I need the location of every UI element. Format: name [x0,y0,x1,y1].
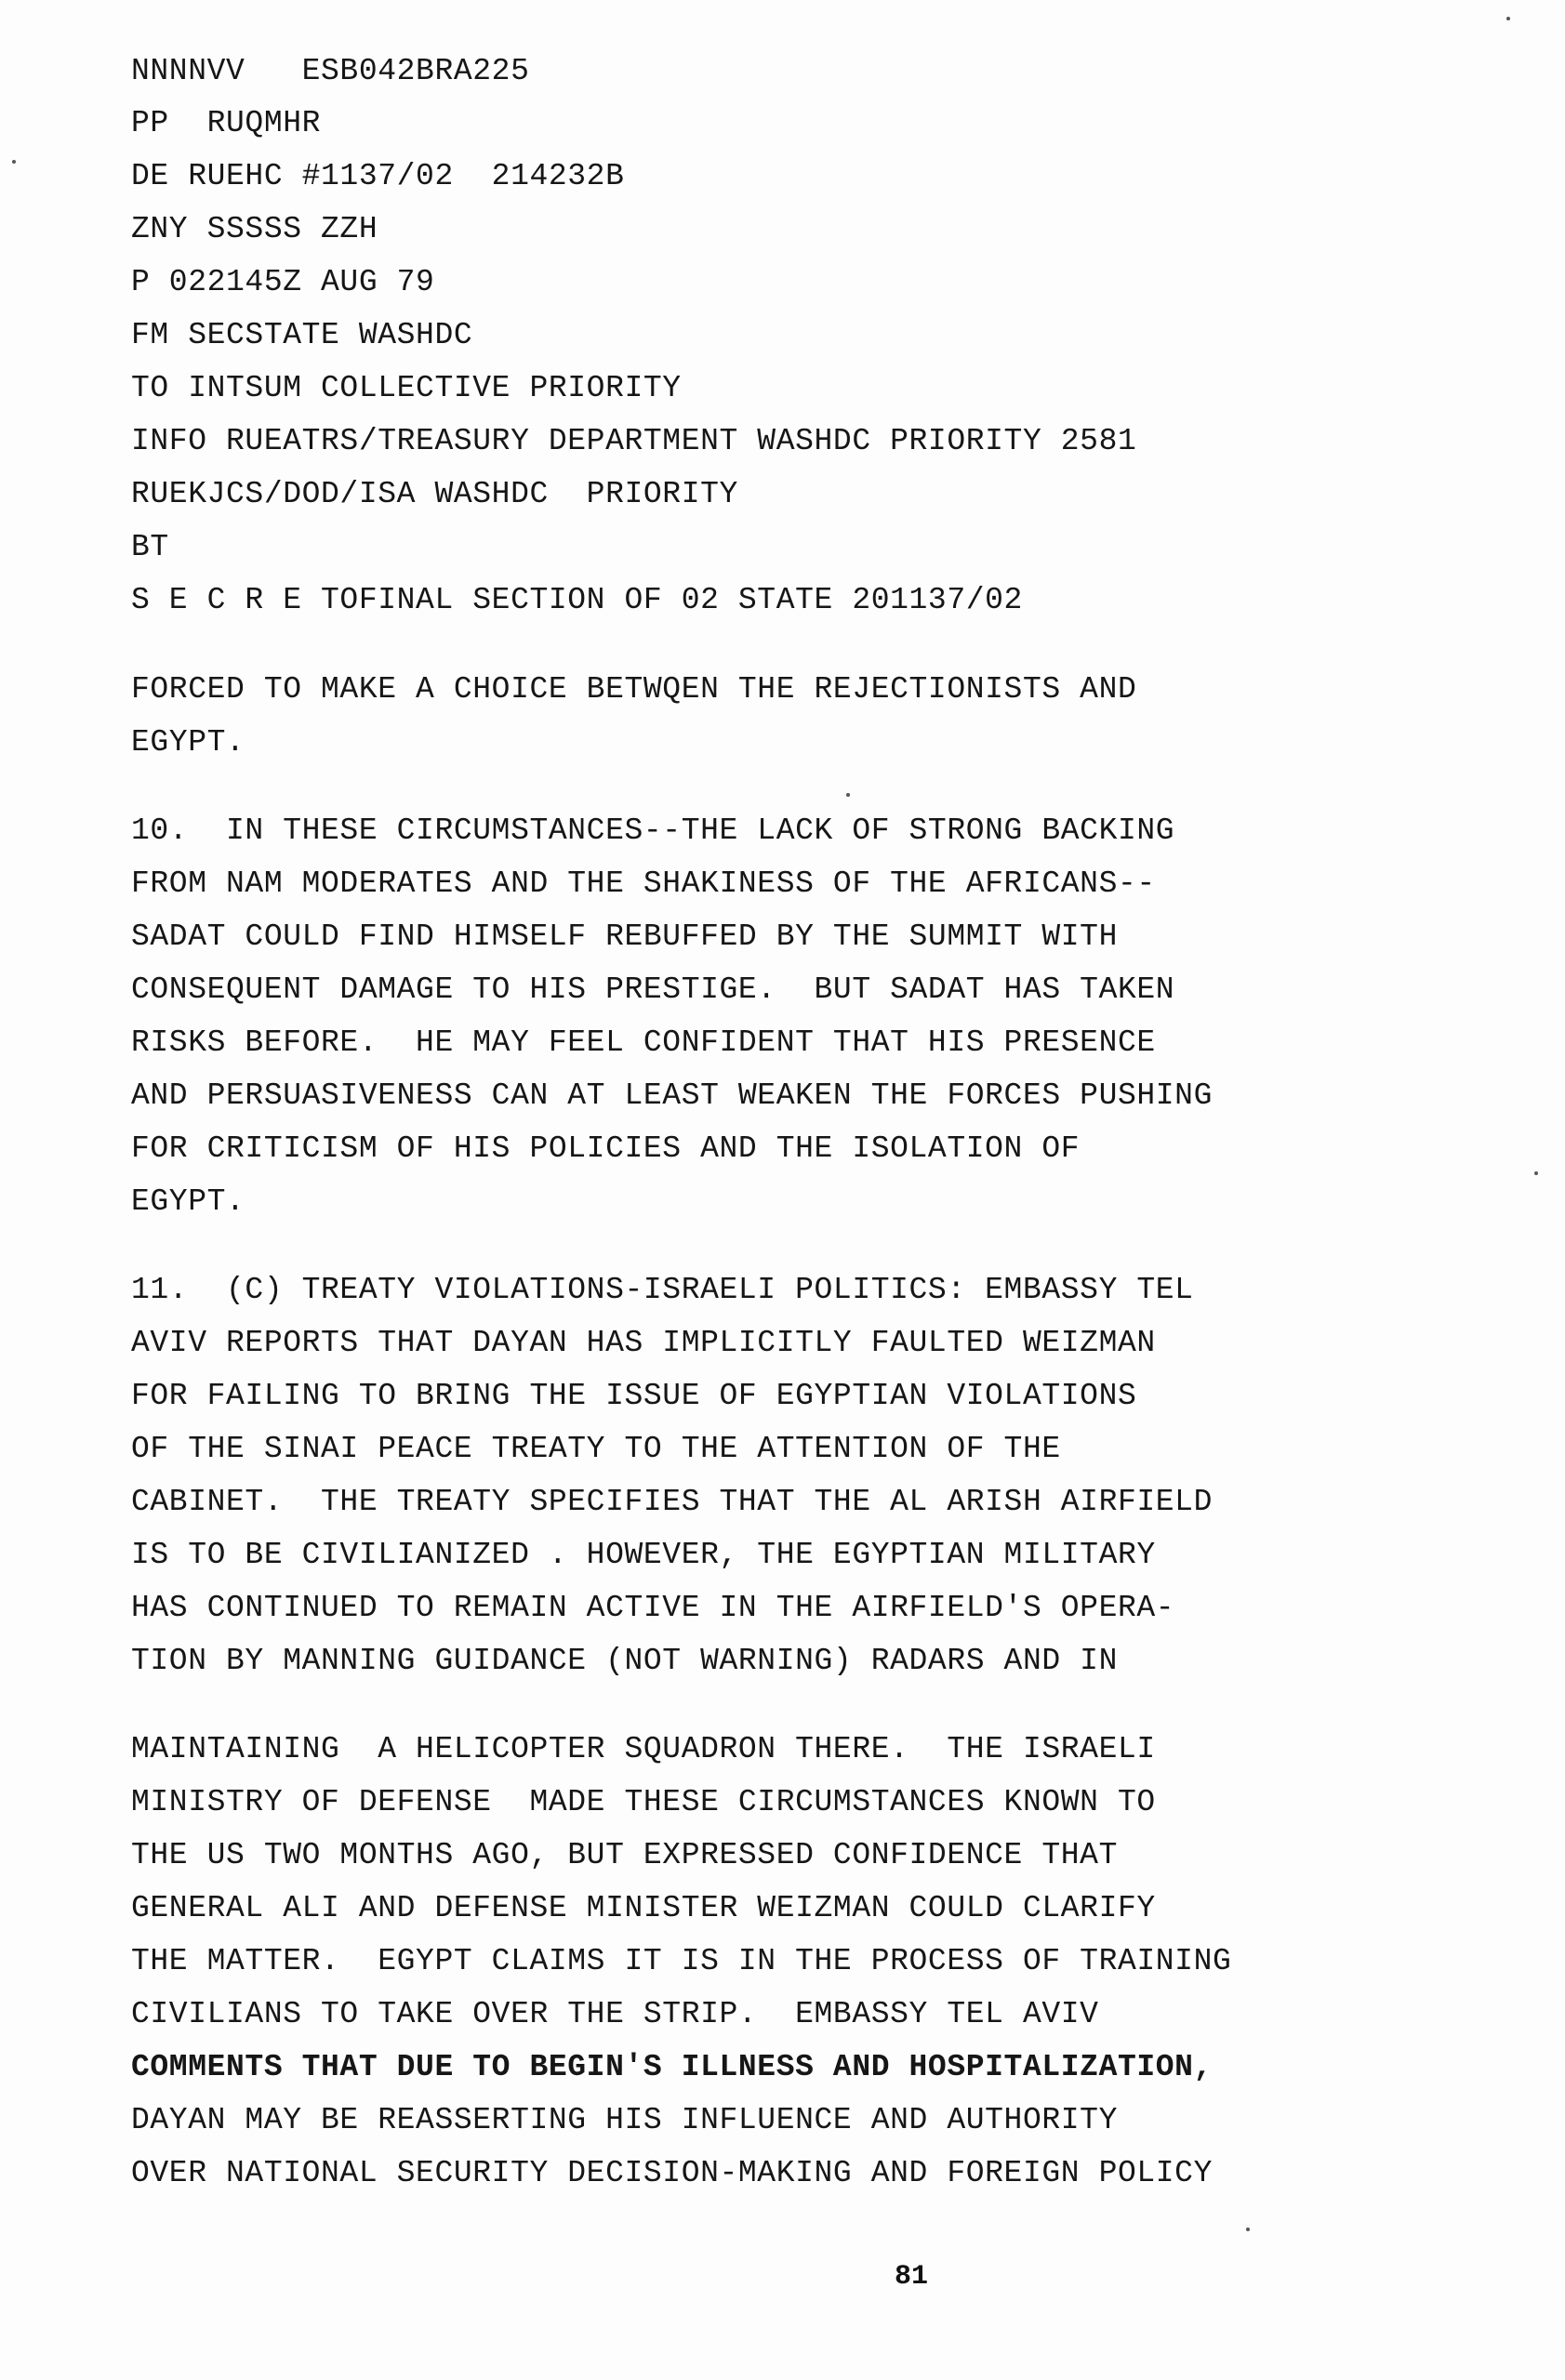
body-line: COMMENTS THAT DUE TO BEGIN'S ILLNESS AND HOSPITALIZATION, [131,2050,1213,2084]
body-line: EGYPT. [131,725,245,760]
body-line: SADAT COULD FIND HIMSELF REBUFFED BY THE SUMMIT WITH [131,919,1118,954]
header-line: NNNNVV ESB042BRA225 [131,54,530,88]
body-line: 11. (C) TREATY VIOLATIONS-ISRAELI POLITICS: EMBASSY TEL [131,1273,1194,1307]
body-line: AVIV REPORTS THAT DAYAN HAS IMPLICITLY FAULTED WEIZMAN [131,1326,1156,1360]
body-line: DAYAN MAY BE REASSERTING HIS INFLUENCE AND AUTHORITY [131,2103,1118,2137]
body-line: AND PERSUASIVENESS CAN AT LEAST WEAKEN THE FORCES PUSHING [131,1078,1213,1113]
body-line: THE MATTER. EGYPT CLAIMS IT IS IN THE PROCESS OF TRAINING [131,1944,1232,1978]
scan-speck [1506,17,1510,20]
body-line: IS TO BE CIVILIANIZED . HOWEVER, THE EGYPTIAN MILITARY [131,1538,1156,1572]
body-line: FOR CRITICISM OF HIS POLICIES AND THE ISOLATION OF [131,1131,1081,1166]
classification-line: S E C R E TOFINAL SECTION OF 02 STATE 201137/02 [131,583,1023,617]
header-line: ZNY SSSSS ZZH [131,212,378,246]
body-line: OF THE SINAI PEACE TREATY TO THE ATTENTION OF THE [131,1432,1061,1466]
body-line: OVER NATIONAL SECURITY DECISION-MAKING AND FOREIGN POLICY [131,2156,1213,2190]
body-line: CIVILIANS TO TAKE OVER THE STRIP. EMBASSY TEL AVIV [131,1997,1099,2031]
scan-speck [1246,2228,1250,2231]
body-line: FORCED TO MAKE A CHOICE BETWQEN THE REJECTIONISTS AND [131,672,1137,707]
header-line: INFO RUEATRS/TREASURY DEPARTMENT WASHDC PRIORITY 2581 [131,424,1137,458]
header-line: P 022145Z AUG 79 [131,265,435,299]
page-number: 81 [895,2261,929,2293]
body-line: MAINTAINING A HELICOPTER SQUADRON THERE. THE ISRAELI [131,1732,1156,1766]
scan-speck [12,160,16,164]
body-line: HAS CONTINUED TO REMAIN ACTIVE IN THE AIRFIELD'S OPERA- [131,1591,1175,1625]
header-line: BT [131,530,169,564]
body-line: RISKS BEFORE. HE MAY FEEL CONFIDENT THAT HIS PRESENCE [131,1025,1156,1060]
scan-speck [1534,1171,1538,1175]
body-line: EGYPT. [131,1184,245,1219]
header-line: DE RUEHC #1137/02 214232B [131,159,625,193]
body-line: THE US TWO MONTHS AGO, BUT EXPRESSED CONFIDENCE THAT [131,1838,1118,1872]
body-line: CONSEQUENT DAMAGE TO HIS PRESTIGE. BUT SADAT HAS TAKEN [131,972,1175,1007]
body-line: MINISTRY OF DEFENSE MADE THESE CIRCUMSTANCES KNOWN TO [131,1785,1156,1819]
body-line: FROM NAM MODERATES AND THE SHAKINESS OF THE AFRICANS-- [131,866,1156,901]
body-line: 10. IN THESE CIRCUMSTANCES--THE LACK OF STRONG BACKING [131,813,1175,848]
header-line: TO INTSUM COLLECTIVE PRIORITY [131,371,682,405]
header-line: FM SECSTATE WASHDC [131,318,473,352]
body-line: TION BY MANNING GUIDANCE (NOT WARNING) RADARS AND IN [131,1644,1118,1678]
body-line: CABINET. THE TREATY SPECIFIES THAT THE AL ARISH AIRFIELD [131,1485,1213,1519]
header-line: PP RUQMHR [131,106,322,140]
header-line: RUEKJCS/DOD/ISA WASHDC PRIORITY [131,477,738,511]
scan-speck [846,793,850,797]
body-line: GENERAL ALI AND DEFENSE MINISTER WEIZMAN COULD CLARIFY [131,1891,1156,1925]
body-line: FOR FAILING TO BRING THE ISSUE OF EGYPTIAN VIOLATIONS [131,1379,1137,1413]
